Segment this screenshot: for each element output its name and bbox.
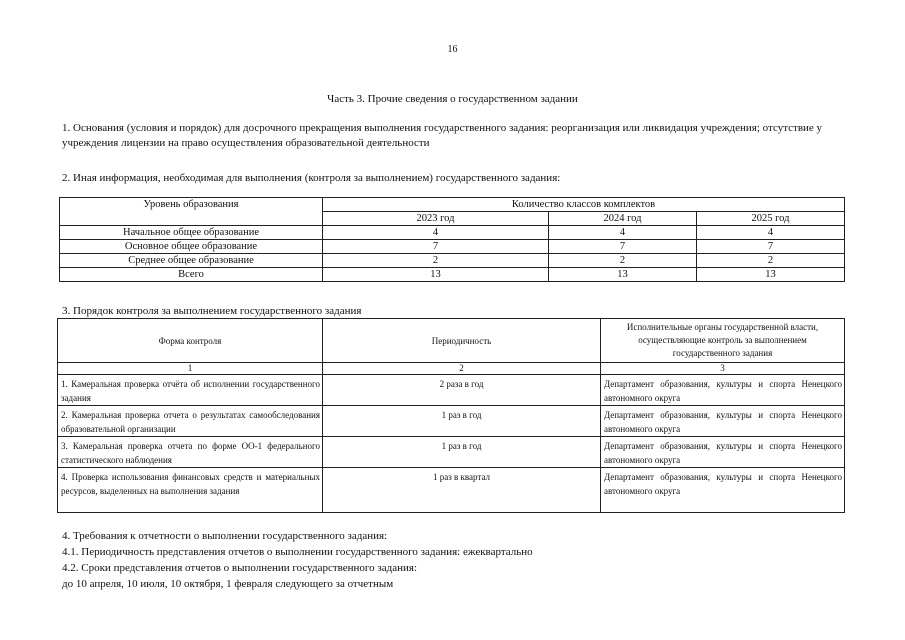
- class-count-header-row: [60, 198, 845, 212]
- row-level: Всего: [60, 268, 323, 282]
- column-number: 3: [601, 363, 845, 375]
- header-year: 2023 год: [323, 212, 549, 226]
- control-form: 1. Камеральная проверка отчёта об исполнении государственного задания: [58, 375, 323, 406]
- control-body: Департамент образования, культуры и спорта Ненецкого автономного округа: [601, 468, 845, 513]
- row-level: Среднее общее образование: [60, 254, 323, 268]
- row-value: 7: [549, 240, 697, 254]
- row-level: Начальное общее образование: [60, 226, 323, 240]
- table-row: [58, 375, 845, 406]
- header-year: 2024 год: [549, 212, 697, 226]
- header-education-level: Уровень образования: [60, 198, 323, 226]
- header-periodicity: Периодичность: [323, 319, 601, 363]
- control-body: Департамент образования, культуры и спорта Ненецкого автономного округа: [601, 406, 845, 437]
- row-value: 2: [697, 254, 845, 268]
- table-row: [58, 406, 845, 437]
- header-year: 2025 год: [697, 212, 845, 226]
- header-class-count: Количество классов комплектов: [323, 198, 845, 212]
- header-control-form: Форма контроля: [58, 319, 323, 363]
- control-body: Департамент образования, культуры и спорта Ненецкого автономного округа: [601, 437, 845, 468]
- section-4-title: 4. Требования к отчетности о выполнении государственного задания:: [62, 530, 388, 542]
- control-periodicity: 1 раз в год: [323, 437, 601, 468]
- section-3-title: 3. Порядок контроля за выполнением государственного задания: [62, 305, 362, 317]
- table-row: [58, 437, 845, 468]
- control-form: 2. Камеральная проверка отчета о результатах самообследования образовательной организации: [58, 406, 323, 437]
- report-deadlines-text: до 10 апреля, 10 июля, 10 октября, 1 февраля следующего за отчетным: [62, 578, 394, 590]
- section-4: [62, 528, 852, 592]
- control-form: 4. Проверка использования финансовых средств и материальных ресурсов, выделенных на выполнения задания: [58, 468, 323, 513]
- row-value: 2: [323, 254, 549, 268]
- row-value: 4: [549, 226, 697, 240]
- section-2-title: 2. Иная информация, необходимая для выполнения (контроля за выполнением) государственного задания:: [62, 172, 561, 184]
- section-4-2-text: 4.2. Сроки представления отчетов о выполнении государственного задания:: [62, 562, 418, 574]
- table-row: [60, 240, 845, 254]
- part-title: Часть 3. Прочие сведения о государственном задании: [327, 93, 578, 105]
- section-1-text: 1. Основания (условия и порядок) для досрочного прекращения выполнения государственного задания: реорганизация или ликвидация учреждения; отсутствие у учреждения лицензии на право осуществления образовательной деятельности: [62, 122, 823, 149]
- table-row: [58, 468, 845, 513]
- row-value: 4: [323, 226, 549, 240]
- control-header-row: [58, 319, 845, 363]
- header-control-bodies: Исполнительные органы государственной власти, осуществляющие контроль за выполнением государственного задания: [601, 319, 845, 363]
- row-value: 7: [697, 240, 845, 254]
- control-periodicity: 1 раз в квартал: [323, 468, 601, 513]
- control-table: [57, 318, 845, 513]
- table-row-total: [60, 268, 845, 282]
- control-body: Департамент образования, культуры и спорта Ненецкого автономного округа: [601, 375, 845, 406]
- control-periodicity: 1 раз в год: [323, 406, 601, 437]
- page-number: 16: [447, 44, 458, 55]
- row-value: 2: [549, 254, 697, 268]
- control-form: 3. Камеральная проверка отчета по форме ОО-1 федерального статистического наблюдения: [58, 437, 323, 468]
- table-row: [60, 226, 845, 240]
- row-value: 13: [323, 268, 549, 282]
- row-value: 7: [323, 240, 549, 254]
- row-value: 4: [697, 226, 845, 240]
- class-count-table: [59, 197, 845, 282]
- section-4-1-text: 4.1. Периодичность представления отчетов о выполнении государственного задания: ежеквартально: [62, 546, 533, 558]
- row-value: 13: [697, 268, 845, 282]
- table-row: [60, 254, 845, 268]
- row-level: Основное общее образование: [60, 240, 323, 254]
- row-value: 13: [549, 268, 697, 282]
- column-number: 2: [323, 363, 601, 375]
- control-number-row: [58, 363, 845, 375]
- column-number: 1: [58, 363, 323, 375]
- control-periodicity: 2 раза в год: [323, 375, 601, 406]
